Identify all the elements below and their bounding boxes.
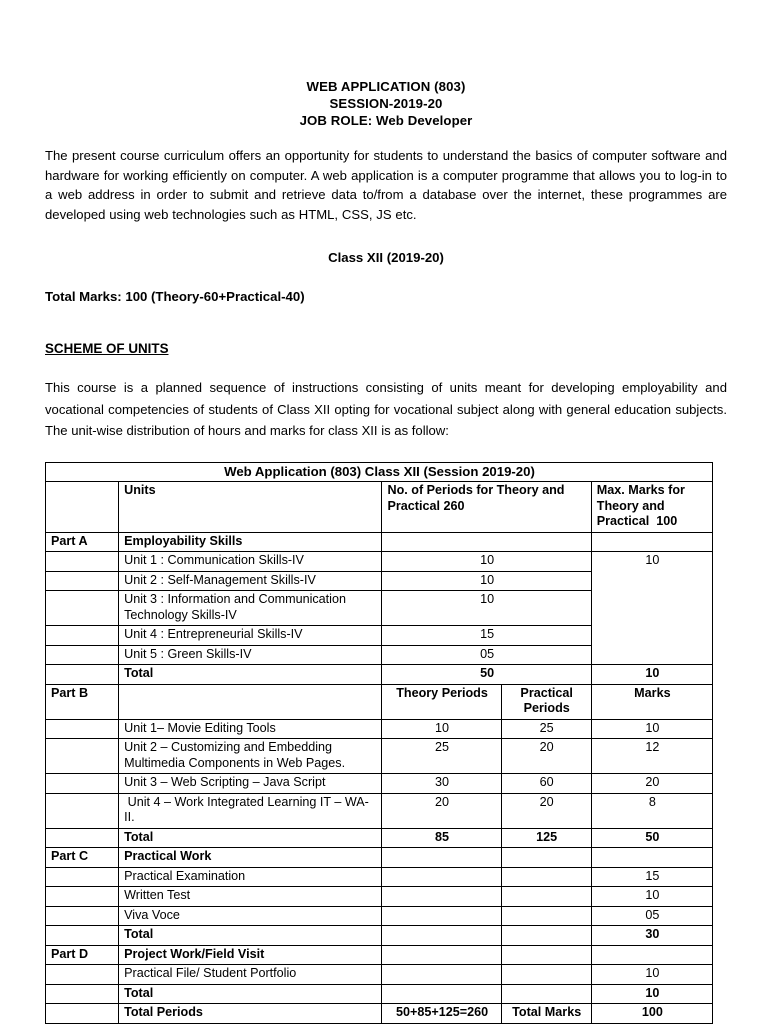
header-part [46,482,119,533]
part-a-title-marks [591,532,712,552]
grand-total-label: Total Periods [119,1004,382,1024]
part-d-total-label: Total [119,984,382,1004]
part-c-total-practical [501,926,591,946]
part-c-row2-part [46,887,119,907]
intro-paragraph: The present course curriculum offers an opportunity for students to understand the basics of computer software and hardware for working efficiently on computer. A web application is a computer programme that allows you to log-in to a web address in order to submit and retrieve data to/from a database over the internet, these programmes are developed using web technologies such as HTML, CSS, JS etc. [45,148,727,222]
table-header-row [46,482,713,533]
part-a-row1-unit: Unit 1 : Communication Skills-IV [119,552,382,572]
table-row [46,965,713,985]
table-row [46,719,713,739]
table-row [46,793,713,828]
part-b-row4-unit: Unit 4 – Work Integrated Learning IT – WA-II. [119,793,382,828]
part-d-row1-part [46,965,119,985]
part-b-row2-theory: 25 [382,739,501,774]
part-d-title-marks [591,945,712,965]
part-c-title-row [46,848,713,868]
part-a-total-marks: 10 [591,665,712,685]
part-b-row4-practical: 20 [501,793,591,828]
table-row [46,867,713,887]
part-d-row1-marks: 10 [591,965,712,985]
total-marks-line: Total Marks: 100 (Theory-60+Practical-40) [45,289,305,304]
part-c-row1-marks: 15 [591,867,712,887]
part-c-total-label: Total [119,926,382,946]
part-b-total-label: Total [119,828,382,848]
part-a-title: Employability Skills [119,532,382,552]
part-d-title-row [46,945,713,965]
part-d-total-theory [382,984,501,1004]
part-c-row3-unit: Viva Voce [119,906,382,926]
part-a-row3-part [46,591,119,626]
part-c-row2-marks: 10 [591,887,712,907]
part-d-title-theory [382,945,501,965]
part-a-total-row [46,665,713,685]
part-b-total-part [46,828,119,848]
part-c-total-marks: 30 [591,926,712,946]
grand-total-part [46,1004,119,1024]
part-d-total-marks: 10 [591,984,712,1004]
table-title: Web Application (803) Class XII (Session 2019-20) [46,462,713,482]
table-row [46,739,713,774]
part-d-row1-theory [382,965,501,985]
part-a-title-periods [382,532,591,552]
part-a-label: Part A [46,532,119,552]
part-d-total-row [46,984,713,1004]
part-c-row3-theory [382,906,501,926]
table-title-row [46,462,713,482]
part-a-row5-part [46,645,119,665]
part-a-row4-periods: 15 [382,626,591,646]
scheme-of-units-title: SCHEME OF UNITS [45,341,169,356]
part-a-total-periods: 50 [382,665,591,685]
part-c-label: Part C [46,848,119,868]
part-a-row1-part [46,552,119,572]
part-b-row1-theory: 10 [382,719,501,739]
part-a-row5-unit: Unit 5 : Green Skills-IV [119,645,382,665]
part-a-row2-unit: Unit 2 : Self-Management Skills-IV [119,571,382,591]
part-c-row1-unit: Practical Examination [119,867,382,887]
part-c-title-theory [382,848,501,868]
part-a-row3-unit: Unit 3 : Information and Communication Technology Skills-IV [119,591,382,626]
part-b-subheader-marks: Marks [591,684,712,719]
document-heading [45,78,727,129]
header-periods: No. of Periods for Theory and Practical 260 [382,482,591,533]
part-c-title: Practical Work [119,848,382,868]
part-b-row4-theory: 20 [382,793,501,828]
part-b-total-row [46,828,713,848]
heading-line-course: WEB APPLICATION (803) [306,79,466,94]
table-row [46,906,713,926]
part-c-row2-unit: Written Test [119,887,382,907]
part-d-row1-unit: Practical File/ Student Portfolio [119,965,382,985]
part-c-total-part [46,926,119,946]
part-a-row4-part [46,626,119,646]
grand-total-marks-value: 100 [591,1004,712,1024]
part-c-title-marks [591,848,712,868]
grand-total-row [46,1004,713,1024]
part-b-row1-unit: Unit 1– Movie Editing Tools [119,719,382,739]
part-b-row3-theory: 30 [382,774,501,794]
part-d-total-practical [501,984,591,1004]
part-b-row3-marks: 20 [591,774,712,794]
part-d-title-practical [501,945,591,965]
part-b-row2-unit: Unit 2 – Customizing and Embedding Multimedia Components in Web Pages. [119,739,382,774]
part-a-merged-marks: 10 [591,552,712,665]
part-a-total-part [46,665,119,685]
part-b-row2-marks: 12 [591,739,712,774]
part-a-row4-unit: Unit 4 : Entrepreneurial Skills-IV [119,626,382,646]
part-b-row1-marks: 10 [591,719,712,739]
part-a-row3-periods: 10 [382,591,591,626]
document-content [45,78,727,1024]
part-c-row2-practical [501,887,591,907]
part-a-title-row [46,532,713,552]
part-b-row3-unit: Unit 3 – Web Scripting – Java Script [119,774,382,794]
part-b-row2-practical: 20 [501,739,591,774]
part-a-row5-periods: 05 [382,645,591,665]
part-c-row3-practical [501,906,591,926]
scheme-paragraph: This course is a planned sequence of instructions consisting of units meant for developing employability and vocational competencies of students of Class XII opting for vocational subject along with general education subjects. The unit-wise distribution of hours and marks for class XII is as follow: [45,380,727,438]
part-c-row3-part [46,906,119,926]
header-max-marks: Max. Marks for Theory and Practical 100 [591,482,712,533]
part-b-subheader-theory: Theory Periods [382,684,501,719]
part-a-row1-periods: 10 [382,552,591,572]
part-d-label: Part D [46,945,119,965]
part-b-total-practical: 125 [501,828,591,848]
part-b-row1-practical: 25 [501,719,591,739]
part-b-row4-marks: 8 [591,793,712,828]
part-b-header-row [46,684,713,719]
part-b-row2-part [46,739,119,774]
part-b-total-theory: 85 [382,828,501,848]
part-d-title: Project Work/Field Visit [119,945,382,965]
grand-total-marks-label: Total Marks [501,1004,591,1024]
header-units: Units [119,482,382,533]
part-c-total-theory [382,926,501,946]
part-b-units-blank [119,684,382,719]
part-d-total-part [46,984,119,1004]
heading-line-job-role: JOB ROLE: Web Developer [299,113,473,128]
part-b-label: Part B [46,684,119,719]
part-a-row2-periods: 10 [382,571,591,591]
part-b-row3-practical: 60 [501,774,591,794]
units-table [45,462,713,1024]
part-c-row3-marks: 05 [591,906,712,926]
grand-total-periods: 50+85+125=260 [382,1004,501,1024]
part-b-row4-part [46,793,119,828]
part-c-total-row [46,926,713,946]
part-a-row2-part [46,571,119,591]
part-b-row1-part [46,719,119,739]
units-table-container [45,462,713,1024]
table-row [46,887,713,907]
part-b-subheader-practical: Practical Periods [501,684,591,719]
part-c-row1-practical [501,867,591,887]
part-b-row3-part [46,774,119,794]
part-b-total-marks: 50 [591,828,712,848]
part-c-title-practical [501,848,591,868]
table-row [46,774,713,794]
class-line: Class XII (2019-20) [328,250,444,265]
part-d-row1-practical [501,965,591,985]
part-c-row1-part [46,867,119,887]
part-c-row1-theory [382,867,501,887]
table-row [46,552,713,572]
part-c-row2-theory [382,887,501,907]
heading-line-session: SESSION-2019-20 [329,96,443,111]
part-a-total-label: Total [119,665,382,685]
